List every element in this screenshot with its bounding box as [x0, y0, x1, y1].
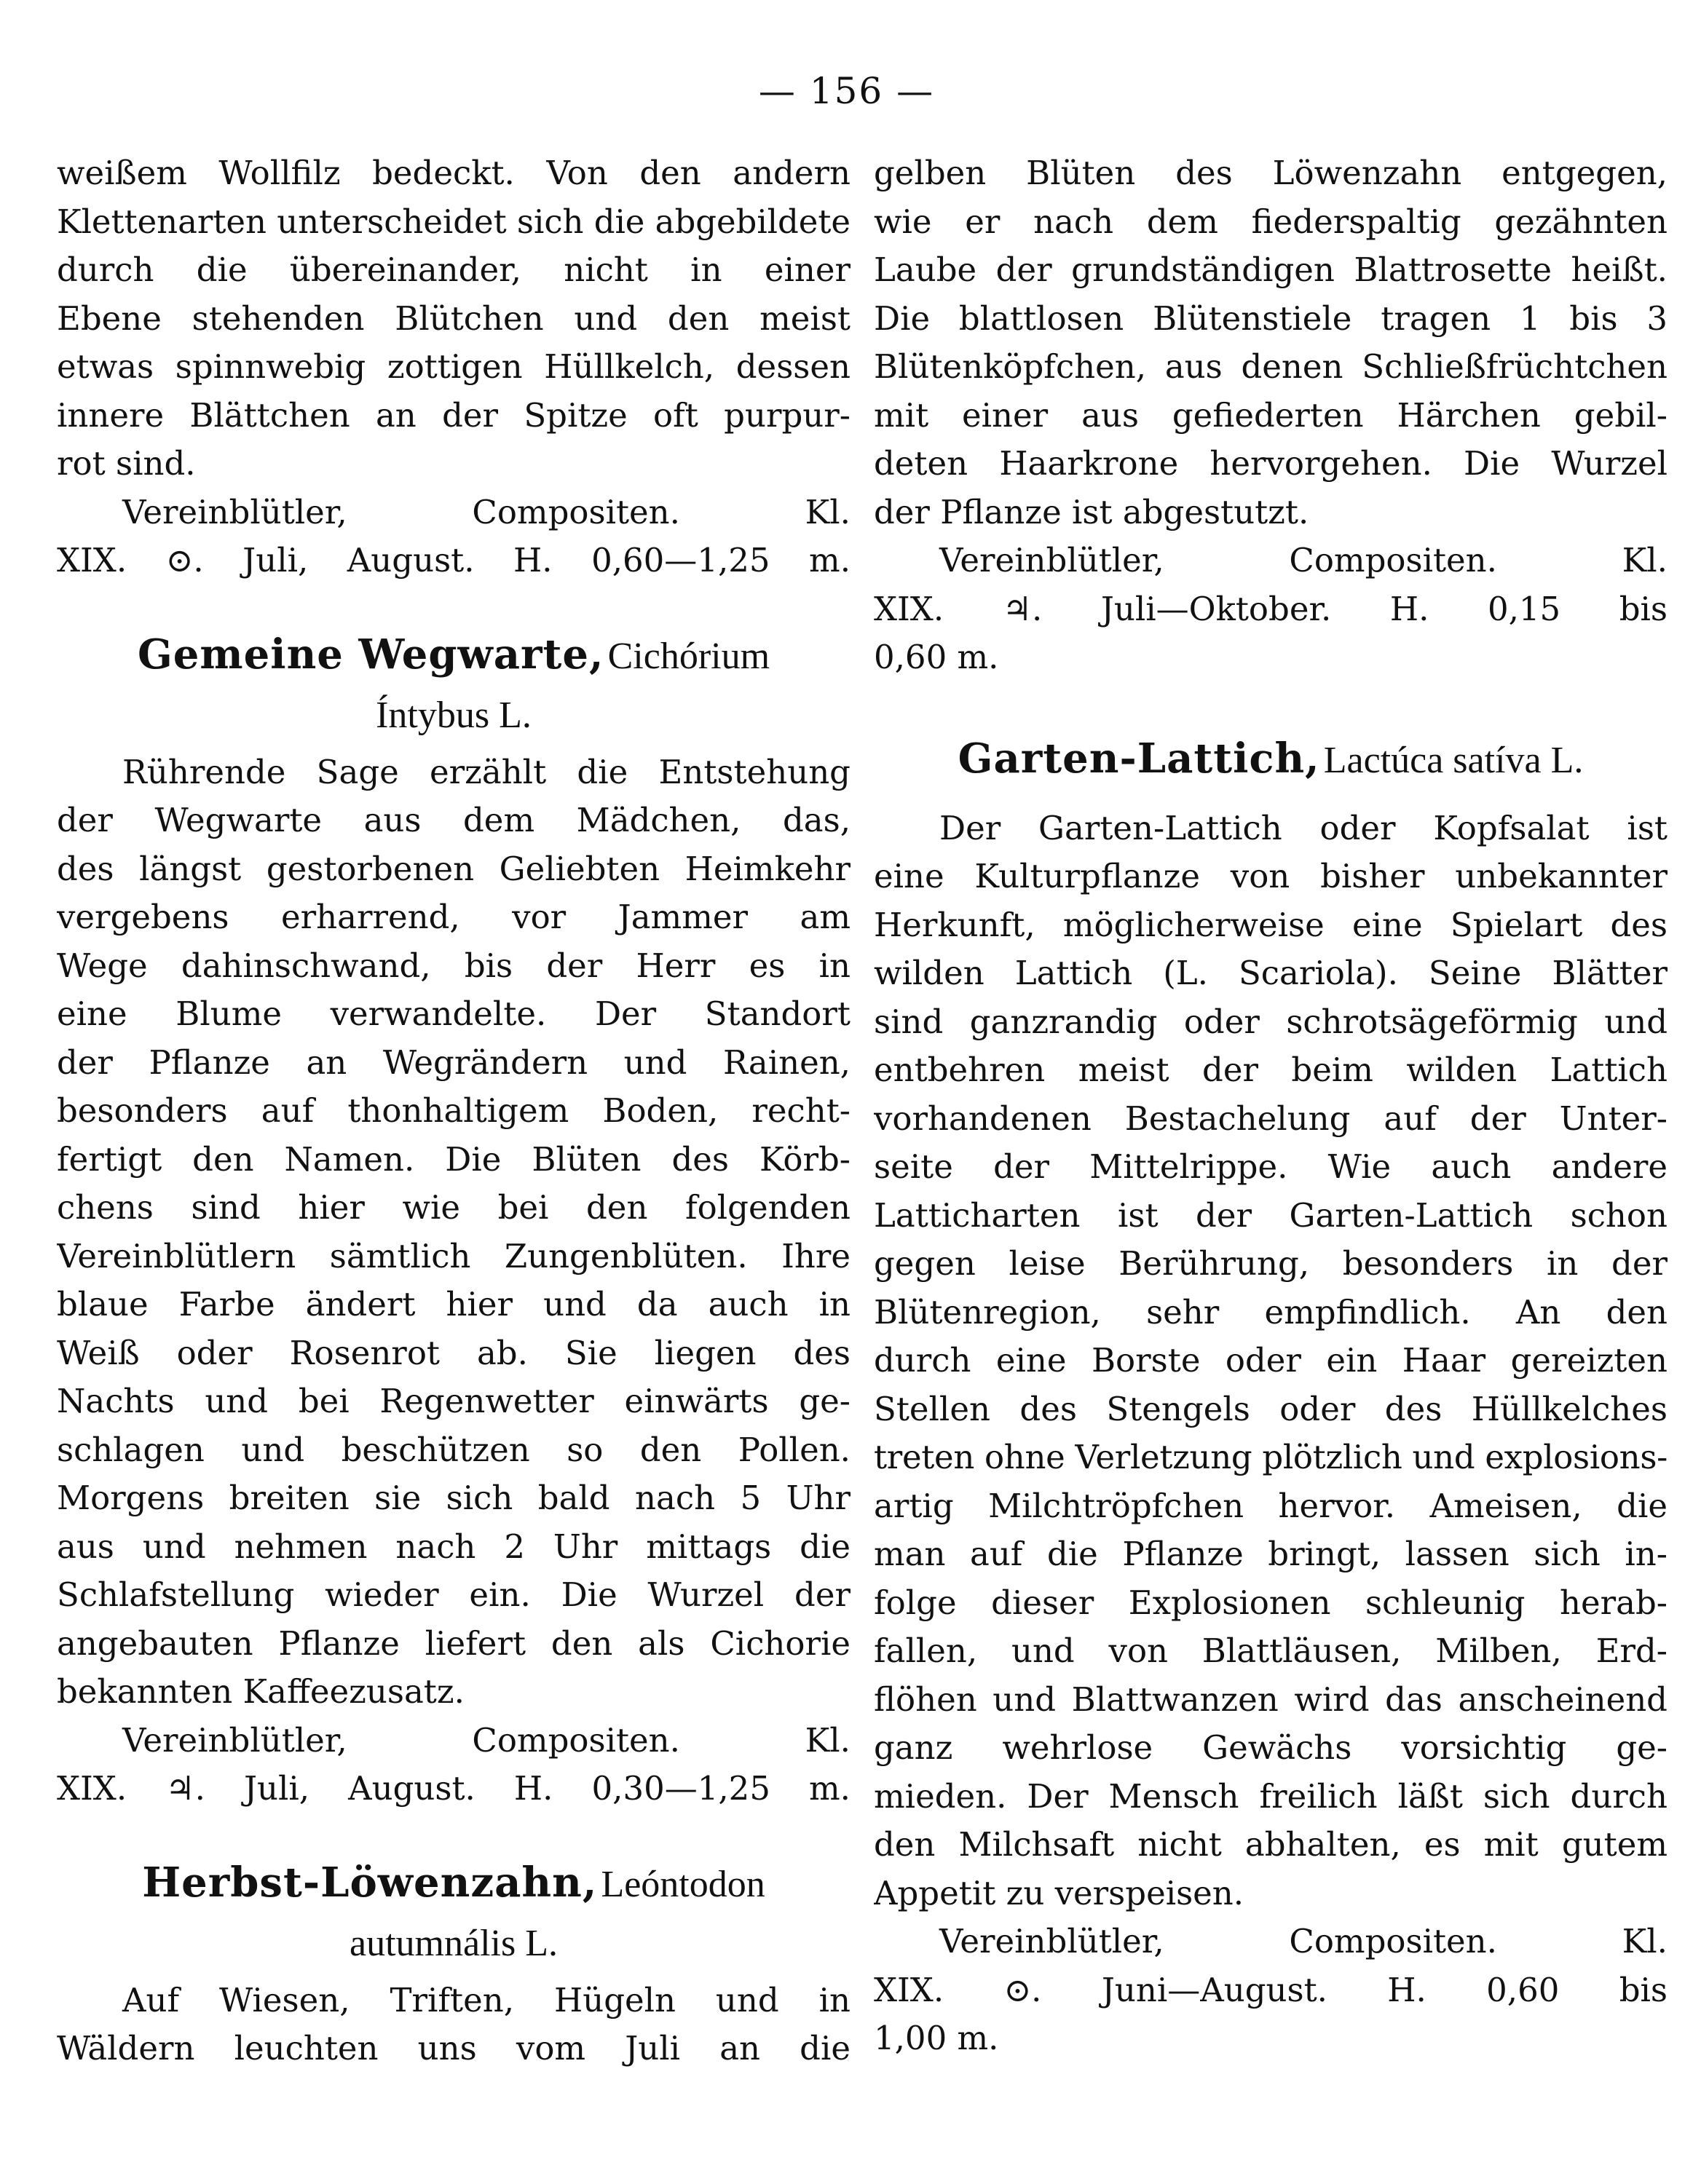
text-line: Blütenregion, sehr empfindlich. An den — [874, 1292, 1668, 1332]
left-column — [57, 149, 851, 2073]
classification-line: XIX. ⊙. Juli, August. H. 0,60—1,25 m. — [57, 541, 851, 579]
herbst-latin: Leóntodon — [601, 1863, 765, 1905]
lattich-name: Garten-Lattich, — [958, 734, 1320, 783]
text-line: Vereinblütlern sämtlich Zungenblüten. Ihre — [57, 1236, 851, 1275]
text-line: wie er nach dem fiederspaltig gezähnten — [874, 202, 1668, 241]
text-line: deten Haarkrone hervorgehen. Die Wurzel — [874, 444, 1668, 483]
text-line: der Wegwarte aus dem Mädchen, das, — [57, 801, 851, 839]
text-line: rot sind. — [57, 444, 196, 483]
text-line: Appetit zu verspeisen. — [874, 1873, 1244, 1912]
wegwarte-heading — [57, 629, 851, 741]
text-line: mieden. Der Mensch freilich läßt sich durch — [874, 1776, 1668, 1816]
wegwarte-name: Gemeine Wegwarte, — [137, 630, 604, 678]
text-line: vorhandenen Bestachelung auf der Unter- — [874, 1099, 1668, 1138]
text-line: seite der Mittelrippe. Wie auch andere — [874, 1147, 1668, 1186]
right-column — [874, 149, 1668, 2063]
text-line: Auf Wiesen, Triften, Hügeln und in — [122, 1980, 851, 2019]
text-line: aus und nehmen nach 2 Uhr mittags die — [57, 1527, 851, 1566]
text-line: Herkunft, möglicherweise eine Spielart des — [874, 905, 1668, 944]
herbst-paragraph — [57, 1977, 851, 2073]
text-line: entbehren meist der beim wilden Lattich — [874, 1051, 1668, 1089]
text-line: Stellen des Stengels oder des Hüllkelches — [874, 1389, 1668, 1428]
text-line: ganz wehrlose Gewächs vorsichtig ge- — [874, 1728, 1668, 1767]
classification-line: Vereinblütler, Compositen. Kl. — [939, 1922, 1668, 1961]
lattich-paragraph — [874, 804, 1668, 2063]
text-line: Weiß oder Rosenrot ab. Sie liegen des — [57, 1333, 851, 1372]
intro-paragraph — [57, 149, 851, 585]
text-line: fallen, und von Blattläusen, Milben, Erd- — [874, 1631, 1668, 1670]
text-line: Morgens breiten sie sich bald nach 5 Uhr — [57, 1479, 851, 1517]
text-line: Rührende Sage erzählt die Entstehung — [122, 752, 851, 791]
classification-line: Vereinblütler, Compositen. Kl. — [122, 1720, 851, 1760]
text-line: schlagen und beschützen so den Pollen. — [57, 1430, 851, 1469]
lattich-latin: Lactúca satíva L. — [1323, 739, 1584, 781]
text-line: der Pflanze ist abgestutzt. — [874, 492, 1309, 531]
text-line: man auf die Pflanze bringt, lassen sich in- — [874, 1535, 1668, 1573]
text-line: Wege dahinschwand, bis der Herr es in — [57, 946, 851, 985]
herbst-name: Herbst-Löwenzahn, — [142, 1858, 598, 1907]
text-line: Wäldern leuchten uns vom Juli an die — [57, 2029, 851, 2068]
text-line: des längst gestorbenen Geliebten Heimkehr — [57, 849, 851, 888]
text-line: durch eine Borste oder ein Haar gereizten — [874, 1341, 1668, 1380]
classification-line: XIX. ♃. Juli—Oktober. H. 0,15 bis — [874, 589, 1668, 628]
text-line: eine Kulturpflanze von bisher unbekannter — [874, 857, 1668, 895]
herbst-latin-2: autumnális L. — [350, 1922, 558, 1964]
page-number: — 156 — — [758, 70, 935, 112]
text-line: Der Garten-Lattich oder Kopfsalat ist — [939, 808, 1668, 847]
text-line: Laube der grundständigen Blattrosette heißt. — [874, 250, 1668, 289]
wegwarte-latin-2: Íntybus L. — [376, 694, 532, 736]
herbst-heading — [57, 1857, 851, 1969]
text-line: Schlafstellung wieder ein. Die Wurzel der — [57, 1575, 851, 1614]
text-line: Ebene stehenden Blütchen und den meist — [57, 298, 851, 338]
text-line: angebauten Pflanze liefert den als Cichorie — [57, 1623, 851, 1663]
text-line: fertigt den Namen. Die Blüten des Körb- — [57, 1139, 851, 1179]
text-line: folge dieser Explosionen schleunig herab- — [874, 1583, 1668, 1622]
classification-line: XIX. ♃. Juli, August. H. 0,30—1,25 m. — [57, 1769, 851, 1808]
text-line: durch die übereinander, nicht in einer — [57, 250, 851, 289]
wegwarte-latin: Cichórium — [607, 635, 770, 677]
wegwarte-paragraph — [57, 748, 851, 1813]
classification-line: 1,00 m. — [874, 2019, 999, 2057]
text-line: gegen leise Berührung, besonders in der — [874, 1244, 1668, 1283]
text-line: chens sind hier wie bei den folgenden — [57, 1188, 851, 1227]
text-line: etwas spinnwebig zottigen Hüllkelch, dessen — [57, 347, 851, 386]
text-line: artig Milchtröpfchen hervor. Ameisen, die — [874, 1486, 1668, 1525]
text-line: weißem Wollfilz bedeckt. Von den andern — [57, 154, 851, 192]
text-line: Blütenköpfchen, aus denen Schließfrüchtchen — [874, 347, 1668, 386]
text-line: vergebens erharrend, vor Jammer am — [57, 898, 851, 936]
text-line: treten ohne Verletzung plötzlich und explosions- — [874, 1438, 1668, 1476]
text-line: wilden Lattich (L. Scariola). Seine Blätter — [874, 954, 1668, 992]
classification-line: 0,60 m. — [874, 638, 999, 676]
text-line: innere Blättchen an der Spitze oft purpur- — [57, 395, 851, 435]
text-line: eine Blume verwandelte. Der Standort — [57, 994, 851, 1033]
classification-line: Vereinblütler, Compositen. Kl. — [122, 492, 851, 531]
text-line: flöhen und Blattwanzen wird das anscheinend — [874, 1679, 1668, 1719]
text-line: den Milchsaft nicht abhalten, es mit gutem — [874, 1825, 1668, 1864]
classification-line: XIX. ⊙. Juni—August. H. 0,60 bis — [874, 1970, 1668, 2009]
classification-line: Vereinblütler, Compositen. Kl. — [939, 541, 1668, 579]
text-line: blaue Farbe ändert hier und da auch in — [57, 1285, 851, 1324]
text-line: sind ganzrandig oder schrotsägeförmig und — [874, 1002, 1668, 1041]
text-line: Klettenarten unterscheidet sich die abgebildete — [57, 202, 851, 241]
text-line: der Pflanze an Wegrändern und Rainen, — [57, 1042, 851, 1082]
lattich-heading — [874, 733, 1668, 794]
herbst-continuation-paragraph — [874, 149, 1668, 682]
text-line: besonders auf thonhaltigem Boden, recht- — [57, 1091, 851, 1130]
text-line: Die blattlosen Blütenstiele tragen 1 bis 3 — [874, 298, 1668, 338]
text-line: bekannten Kaffeezusatz. — [57, 1672, 465, 1711]
text-line: Latticharten ist der Garten-Lattich schon — [874, 1195, 1668, 1235]
text-line: Nachts und bei Regenwetter einwärts ge- — [57, 1382, 851, 1420]
text-line: mit einer aus gefiederten Härchen gebil- — [874, 395, 1668, 435]
text-line: gelben Blüten des Löwenzahn entgegen, — [874, 154, 1668, 192]
